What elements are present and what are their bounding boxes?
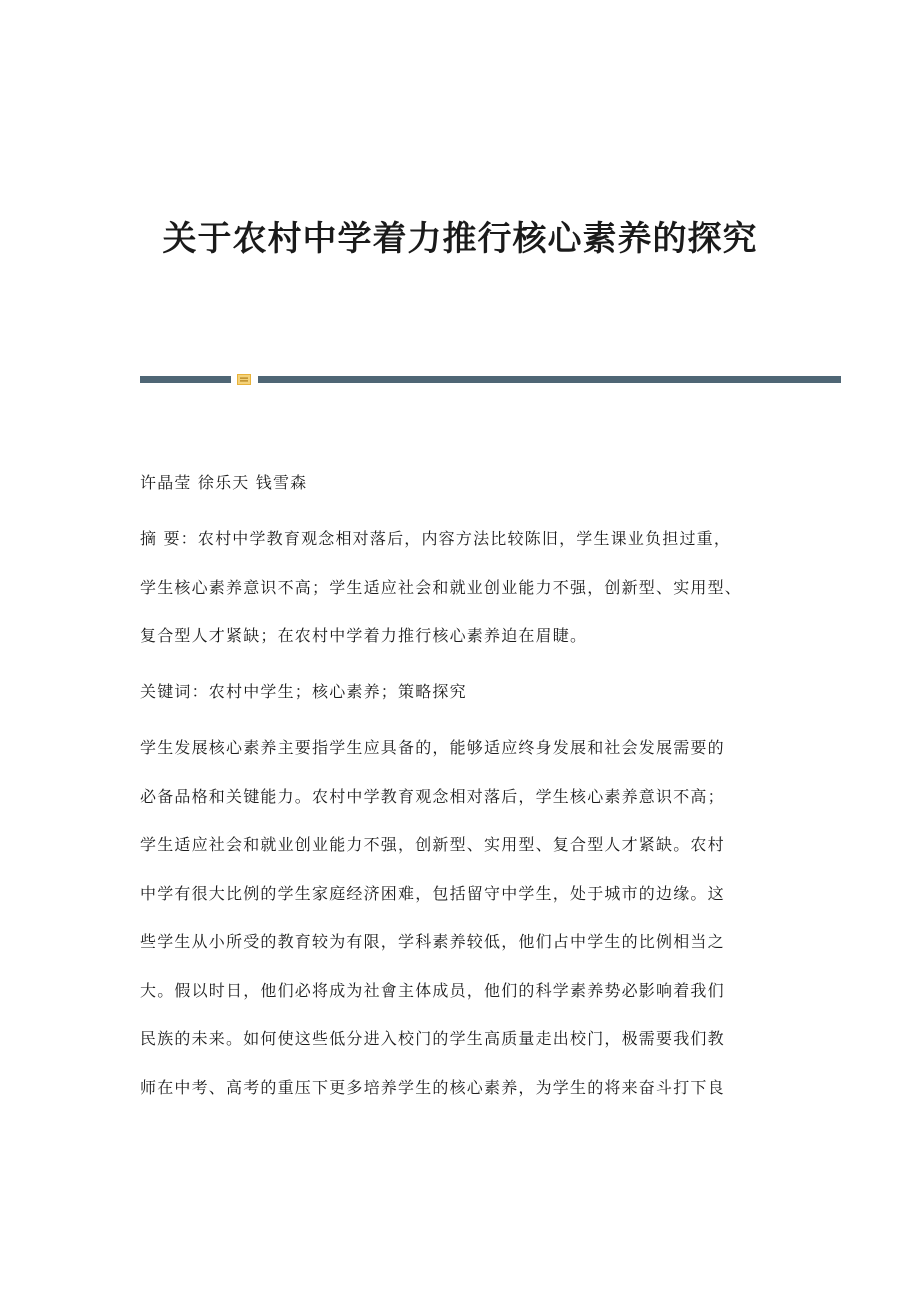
abstract-line-1: 摘 要：农村中学教育观念相对落后，内容方法比较陈旧，学生课业负担过重， [140, 529, 732, 548]
abstract-line-3: 复合型人才紧缺；在农村中学着力推行核心素养迫在眉睫。 [140, 626, 588, 645]
abstract-line-2: 学生核心素养意识不高；学生适应社会和就业创业能力不强，创新型、实用型、 [140, 578, 743, 597]
title-divider [140, 374, 841, 385]
author-list: 许晶莹 徐乐天 钱雪森 [140, 473, 308, 492]
document-title: 关于农村中学着力推行核心素养的探究 [162, 219, 758, 259]
document-mark-icon [237, 374, 251, 385]
body-line-5: 些学生从小所受的教育较为有限，学科素养较低，他们占中学生的比例相当之 [140, 932, 725, 951]
body-line-4: 中学有很大比例的学生家庭经济困难，包括留守中学生，处于城市的边缘。这 [140, 884, 725, 903]
body-line-7: 民族的未来。如何使这些低分进入校门的学生高质量走出校门，极需要我们教 [140, 1029, 725, 1048]
divider-right-segment [258, 376, 841, 383]
divider-left-segment [140, 376, 231, 383]
body-line-8: 师在中考、高考的重压下更多培养学生的核心素养，为学生的将来奋斗打下良 [140, 1078, 725, 1097]
body-line-6: 大。假以时日，他们必将成为社會主体成员，他们的科学素养势必影响着我们 [140, 981, 725, 1000]
body-line-1: 学生发展核心素养主要指学生应具备的，能够适应终身发展和社会发展需要的 [140, 738, 725, 757]
body-line-2: 必备品格和关键能力。农村中学教育观念相对落后，学生核心素养意识不高； [140, 787, 725, 806]
body-line-3: 学生适应社会和就业创业能力不强，创新型、实用型、复合型人才紧缺。农村 [140, 835, 725, 854]
keywords-line: 关键词：农村中学生；核心素养；策略探究 [140, 682, 467, 701]
